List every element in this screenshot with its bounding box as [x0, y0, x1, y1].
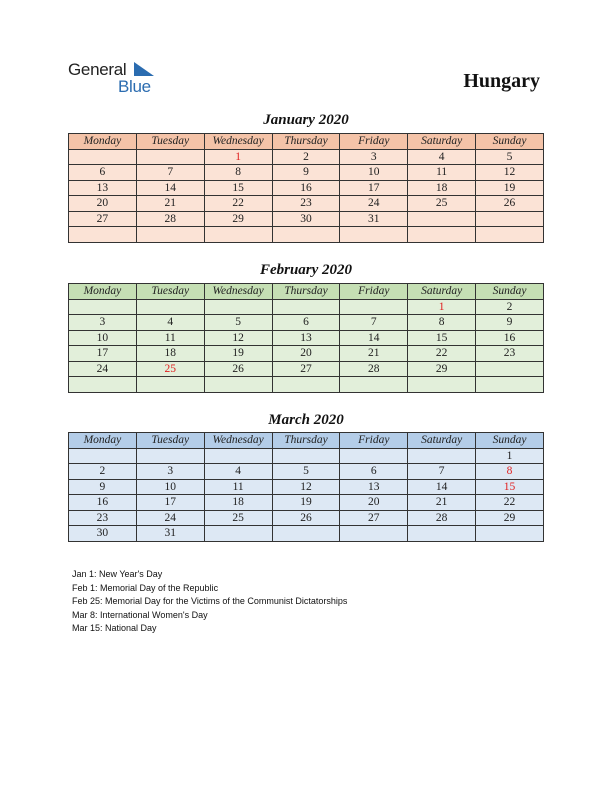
day-cell: 22: [408, 346, 476, 362]
day-cell: 13: [340, 479, 408, 495]
day-cell: 23: [272, 196, 340, 212]
week-row: [69, 464, 544, 480]
day-cell: 11: [136, 330, 204, 346]
empty-day-cell: [136, 377, 204, 393]
logo-word-blue: Blue: [118, 77, 151, 96]
weekday-header: Sunday: [476, 433, 544, 449]
day-cell: 25: [204, 510, 272, 526]
day-cell: 19: [476, 180, 544, 196]
holiday-day-cell: 1: [408, 299, 476, 315]
day-cell: 22: [204, 196, 272, 212]
day-cell: 26: [272, 510, 340, 526]
month-title-january: January 2020: [263, 112, 349, 128]
day-cell: 18: [408, 180, 476, 196]
weekday-header: Tuesday: [136, 284, 204, 300]
empty-day-cell: [476, 361, 544, 377]
day-cell: 29: [204, 211, 272, 227]
day-cell: 28: [340, 361, 408, 377]
day-cell: 6: [69, 165, 137, 181]
day-cell: 9: [69, 479, 137, 495]
day-cell: 8: [204, 165, 272, 181]
day-cell: 21: [408, 495, 476, 511]
empty-day-cell: [272, 299, 340, 315]
day-cell: 13: [69, 180, 137, 196]
empty-day-cell: [69, 377, 137, 393]
weekday-header: Saturday: [408, 284, 476, 300]
empty-day-cell: [204, 227, 272, 243]
empty-day-cell: [408, 377, 476, 393]
empty-day-cell: [272, 227, 340, 243]
week-row: [69, 180, 544, 196]
empty-day-cell: [272, 448, 340, 464]
week-row: [69, 479, 544, 495]
weekday-header: Sunday: [476, 134, 544, 150]
month-title-march: March 2020: [268, 412, 344, 428]
day-cell: 12: [204, 330, 272, 346]
day-cell: 26: [204, 361, 272, 377]
empty-day-cell: [204, 448, 272, 464]
empty-day-cell: [340, 377, 408, 393]
empty-day-cell: [408, 211, 476, 227]
day-cell: 18: [204, 495, 272, 511]
day-cell: 19: [272, 495, 340, 511]
holiday-note: Jan 1: New Year's Day: [72, 569, 163, 579]
weekday-header: Thursday: [272, 134, 340, 150]
empty-day-cell: [69, 227, 137, 243]
weekday-header: Friday: [340, 433, 408, 449]
empty-day-cell: [340, 227, 408, 243]
empty-day-cell: [340, 526, 408, 542]
day-cell: 15: [204, 180, 272, 196]
brand-logo: [68, 60, 168, 100]
empty-day-cell: [69, 448, 137, 464]
day-cell: 2: [69, 464, 137, 480]
week-row: [69, 526, 544, 542]
day-cell: 6: [340, 464, 408, 480]
weekday-header: Wednesday: [204, 134, 272, 150]
empty-day-cell: [476, 211, 544, 227]
week-row: [69, 377, 544, 393]
day-cell: 6: [272, 315, 340, 331]
weekday-header: Saturday: [408, 433, 476, 449]
week-row: [69, 510, 544, 526]
empty-day-cell: [272, 526, 340, 542]
weekday-header: Friday: [340, 284, 408, 300]
weekday-header: Wednesday: [204, 284, 272, 300]
empty-day-cell: [69, 299, 137, 315]
day-cell: 2: [476, 299, 544, 315]
day-cell: 15: [408, 330, 476, 346]
weekday-header: Monday: [69, 134, 137, 150]
day-cell: 14: [136, 180, 204, 196]
empty-day-cell: [204, 526, 272, 542]
weekday-header-row: [69, 433, 544, 449]
day-cell: 16: [272, 180, 340, 196]
weekday-header-row: [69, 284, 544, 300]
month-title-february: February 2020: [259, 262, 353, 278]
holiday-notes: [72, 568, 347, 636]
day-cell: 27: [272, 361, 340, 377]
day-cell: 12: [476, 165, 544, 181]
day-cell: 20: [69, 196, 137, 212]
empty-day-cell: [204, 299, 272, 315]
day-cell: 20: [272, 346, 340, 362]
empty-day-cell: [476, 227, 544, 243]
week-row: [69, 299, 544, 315]
week-row: [69, 227, 544, 243]
day-cell: 13: [272, 330, 340, 346]
empty-day-cell: [408, 227, 476, 243]
week-row: [69, 346, 544, 362]
empty-day-cell: [408, 448, 476, 464]
empty-day-cell: [340, 299, 408, 315]
day-cell: 1: [476, 448, 544, 464]
day-cell: 28: [136, 211, 204, 227]
day-cell: 3: [340, 149, 408, 165]
day-cell: 17: [69, 346, 137, 362]
empty-day-cell: [136, 448, 204, 464]
holiday-day-cell: 1: [204, 149, 272, 165]
empty-day-cell: [136, 149, 204, 165]
day-cell: 24: [136, 510, 204, 526]
week-row: [69, 149, 544, 165]
holiday-day-cell: 8: [476, 464, 544, 480]
day-cell: 29: [408, 361, 476, 377]
weekday-header: Wednesday: [204, 433, 272, 449]
day-cell: 24: [340, 196, 408, 212]
holiday-day-cell: 15: [476, 479, 544, 495]
empty-day-cell: [476, 377, 544, 393]
empty-day-cell: [340, 448, 408, 464]
day-cell: 16: [476, 330, 544, 346]
day-cell: 30: [272, 211, 340, 227]
day-cell: 12: [272, 479, 340, 495]
empty-day-cell: [69, 149, 137, 165]
day-cell: 11: [408, 165, 476, 181]
weekday-header: Monday: [69, 433, 137, 449]
empty-day-cell: [272, 377, 340, 393]
holiday-note: Feb 1: Memorial Day of the Republic: [72, 582, 219, 593]
day-cell: 24: [69, 361, 137, 377]
day-cell: 25: [408, 196, 476, 212]
week-row: [69, 211, 544, 227]
day-cell: 10: [340, 165, 408, 181]
holiday-note: Mar 8: International Women's Day: [72, 609, 208, 620]
day-cell: 4: [408, 149, 476, 165]
day-cell: 30: [69, 526, 137, 542]
logo-word-general: General: [68, 60, 127, 79]
empty-day-cell: [476, 526, 544, 542]
day-cell: 4: [136, 315, 204, 331]
week-row: [69, 196, 544, 212]
day-cell: 22: [476, 495, 544, 511]
day-cell: 23: [69, 510, 137, 526]
day-cell: 14: [408, 479, 476, 495]
empty-day-cell: [408, 526, 476, 542]
empty-day-cell: [136, 227, 204, 243]
calendar-february: [68, 283, 544, 393]
day-cell: 26: [476, 196, 544, 212]
day-cell: 7: [340, 315, 408, 331]
calendar-january: [68, 133, 544, 243]
day-cell: 31: [340, 211, 408, 227]
day-cell: 5: [272, 464, 340, 480]
day-cell: 19: [204, 346, 272, 362]
day-cell: 9: [476, 315, 544, 331]
day-cell: 17: [136, 495, 204, 511]
holiday-note: Feb 25: Memorial Day for the Victims of the Communist Dictatorships: [72, 596, 348, 606]
week-row: [69, 361, 544, 377]
day-cell: 27: [69, 211, 137, 227]
day-cell: 21: [136, 196, 204, 212]
week-row: [69, 495, 544, 511]
week-row: [69, 330, 544, 346]
day-cell: 14: [340, 330, 408, 346]
empty-day-cell: [204, 377, 272, 393]
logo-triangle-icon: [134, 62, 154, 76]
day-cell: 21: [340, 346, 408, 362]
day-cell: 31: [136, 526, 204, 542]
weekday-header: Friday: [340, 134, 408, 150]
weekday-header: Saturday: [408, 134, 476, 150]
country-title: Hungary: [463, 70, 540, 92]
day-cell: 10: [136, 479, 204, 495]
empty-day-cell: [136, 299, 204, 315]
day-cell: 20: [340, 495, 408, 511]
day-cell: 18: [136, 346, 204, 362]
day-cell: 23: [476, 346, 544, 362]
day-cell: 5: [204, 315, 272, 331]
day-cell: 29: [476, 510, 544, 526]
weekday-header: Sunday: [476, 284, 544, 300]
holiday-day-cell: 25: [136, 361, 204, 377]
holiday-note: Mar 15: National Day: [72, 623, 157, 633]
day-cell: 3: [136, 464, 204, 480]
day-cell: 7: [136, 165, 204, 181]
weekday-header: Tuesday: [136, 134, 204, 150]
weekday-header: Monday: [69, 284, 137, 300]
day-cell: 4: [204, 464, 272, 480]
day-cell: 10: [69, 330, 137, 346]
day-cell: 3: [69, 315, 137, 331]
day-cell: 11: [204, 479, 272, 495]
weekday-header: Thursday: [272, 284, 340, 300]
calendar-march: [68, 432, 544, 542]
weekday-header: Tuesday: [136, 433, 204, 449]
week-row: [69, 165, 544, 181]
weekday-header-row: [69, 134, 544, 150]
week-row: [69, 315, 544, 331]
day-cell: 27: [340, 510, 408, 526]
day-cell: 28: [408, 510, 476, 526]
day-cell: 9: [272, 165, 340, 181]
day-cell: 2: [272, 149, 340, 165]
day-cell: 8: [408, 315, 476, 331]
day-cell: 5: [476, 149, 544, 165]
week-row: [69, 448, 544, 464]
day-cell: 17: [340, 180, 408, 196]
day-cell: 16: [69, 495, 137, 511]
day-cell: 7: [408, 464, 476, 480]
weekday-header: Thursday: [272, 433, 340, 449]
